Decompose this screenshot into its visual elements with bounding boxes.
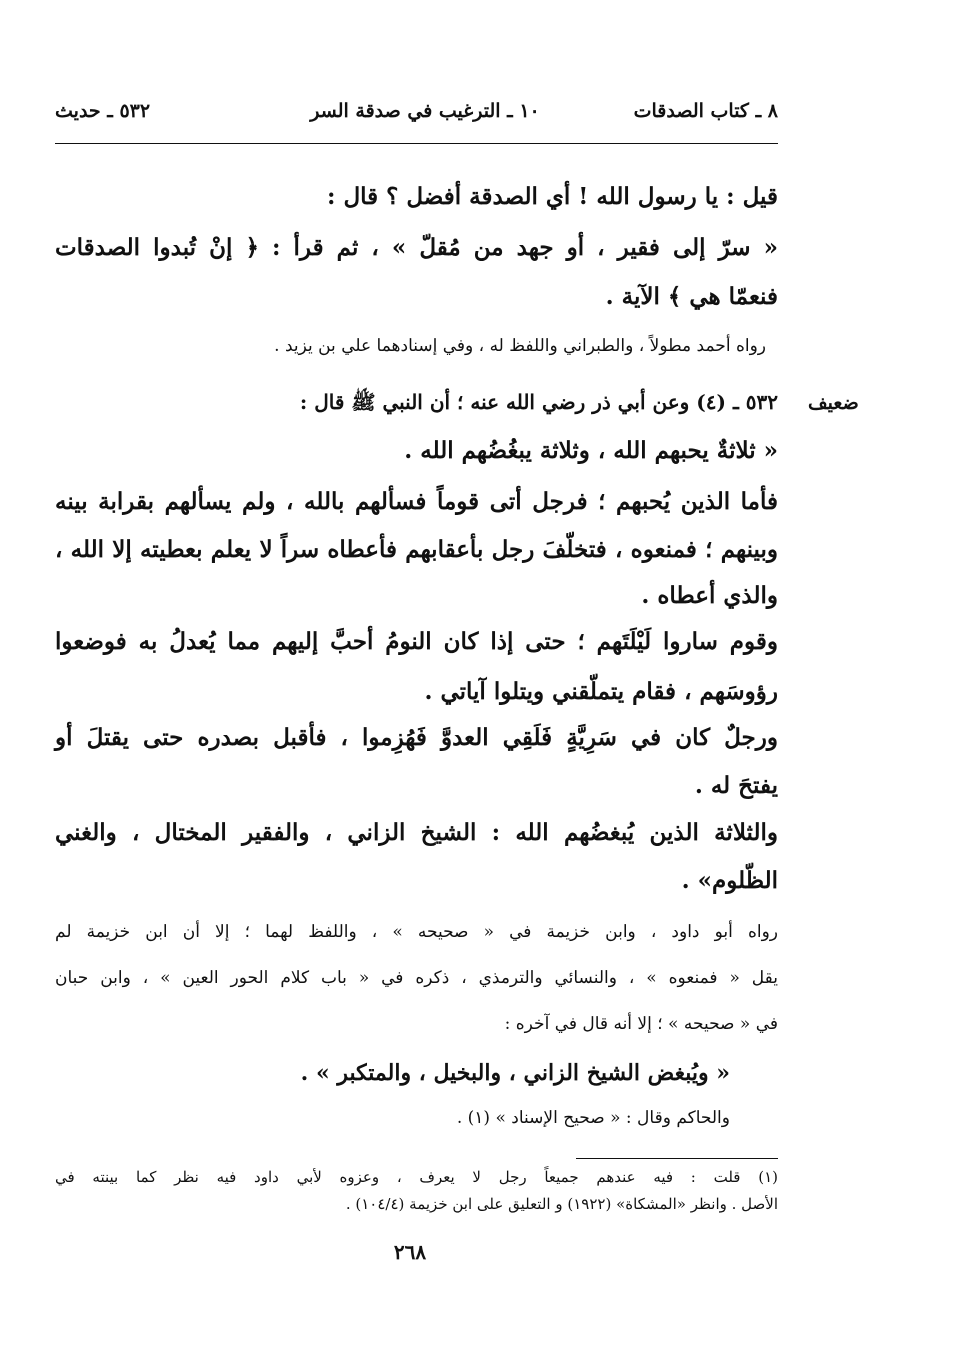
text-line-9: والذي أعطاه . bbox=[641, 582, 778, 609]
text-line-2: « سرّ إلى فقير ، أو جهد من مُقلّ » ، ثم قرأ : ﴿ إنْ تُبدوا الصدقات bbox=[55, 234, 778, 261]
source-note-2: رواه أبو داود ، وابن خزيمة في « صحيحه » ، واللفظ لهما ؛ إلا أن ابن خزيمة لم bbox=[55, 922, 778, 942]
text-line-12: ورجلٌ كان في سَرِيَّةٍ فَلَقِي العدوَّ فَهُزِموا ، فأقبل بصدره حتى يقتلَ أو bbox=[55, 724, 778, 751]
page-number: ٢٦٨ bbox=[393, 1240, 427, 1264]
source-note-4: في « صحيحه » ؛ إلا أنه قال في آخره : bbox=[504, 1014, 778, 1034]
grade-label: ضعيف bbox=[808, 392, 859, 414]
source-note-1: رواه أحمد مطولاً ، والطبراني واللفظ له ، وفي إسنادهما علي بن يزيد . bbox=[274, 336, 766, 356]
hadith-heading: ٥٣٢ ـ (٤) وعن أبي ذر رضي الله عنه ؛ أن النبي ﷺ قال : bbox=[299, 390, 778, 414]
text-line-14: والثلاثة الذين يُبغضُهم الله : الشيخ الزاني ، والفقير المختال ، والغني bbox=[55, 819, 778, 846]
footnote-line-2: الأصل . وانظر «المشكاة» (١٩٢٢) و التعليق على ابن خزيمة (١٠٤/٤) . bbox=[345, 1195, 778, 1213]
source-note-5: والحاكم وقال : « صحيح الإسناد » (١) . bbox=[456, 1108, 730, 1128]
header-divider bbox=[55, 143, 778, 144]
text-line-13: يفتحَ له . bbox=[694, 772, 778, 799]
text-line-7: فأما الذين يُحبهم ؛ فرجل أتى قوماً فسألهم بالله ، ولم يسألهم بقرابة بينه bbox=[55, 488, 778, 515]
text-line-11: رؤوسَهم ، فقام يتملّقني ويتلوا آياتي . bbox=[424, 678, 778, 705]
footnote-line-1: (١) قلت : فيه عندهم جميعاً رجل لا يعرف ، وعزوه لأبي داود فيه نظر كما بينته في bbox=[55, 1168, 778, 1186]
text-line-1: قيل : يا رسول الله ! أي الصدقة أفضل ؟ قال : bbox=[326, 183, 778, 210]
source-note-3: يقل « فمنعوه » ، والنسائي والترمذي ، ذكره في « باب كلام الحور العين » ، وابن حبان bbox=[55, 968, 778, 988]
text-line-3: فنعمّا هي ﴾ الآية . bbox=[605, 283, 778, 310]
text-line-15: الظّلوم» . bbox=[681, 867, 778, 894]
text-line-6: « ثلاثةٌ يحبهم الله ، وثلاثة يبغُضُهم الله . bbox=[404, 437, 778, 464]
section-title: ١٠ ـ الترغيب في صدقة السر bbox=[310, 100, 540, 122]
text-line-8: وبينهم ؛ فمنعوه ، فتخلّفَ رجل بأعقابهم فأعطاه سراً لا يعلم بعطيته إلا الله ، bbox=[55, 536, 778, 563]
text-line-10: وقوم ساروا لَيْلَتَهم ؛ حتى إذا كان النومُ أحبَّ إليهم مما يُعدلُ به فوضعوا bbox=[55, 628, 778, 655]
quoted-addition: « ويُبغض الشيخ الزاني ، والبخيل ، والمتكبر » . bbox=[300, 1060, 730, 1086]
chapter-title: ٨ ـ كتاب الصدقات bbox=[633, 100, 778, 122]
hadith-reference: ٥٣٢ ـ حديث bbox=[55, 100, 151, 122]
footnote-divider bbox=[576, 1158, 778, 1159]
